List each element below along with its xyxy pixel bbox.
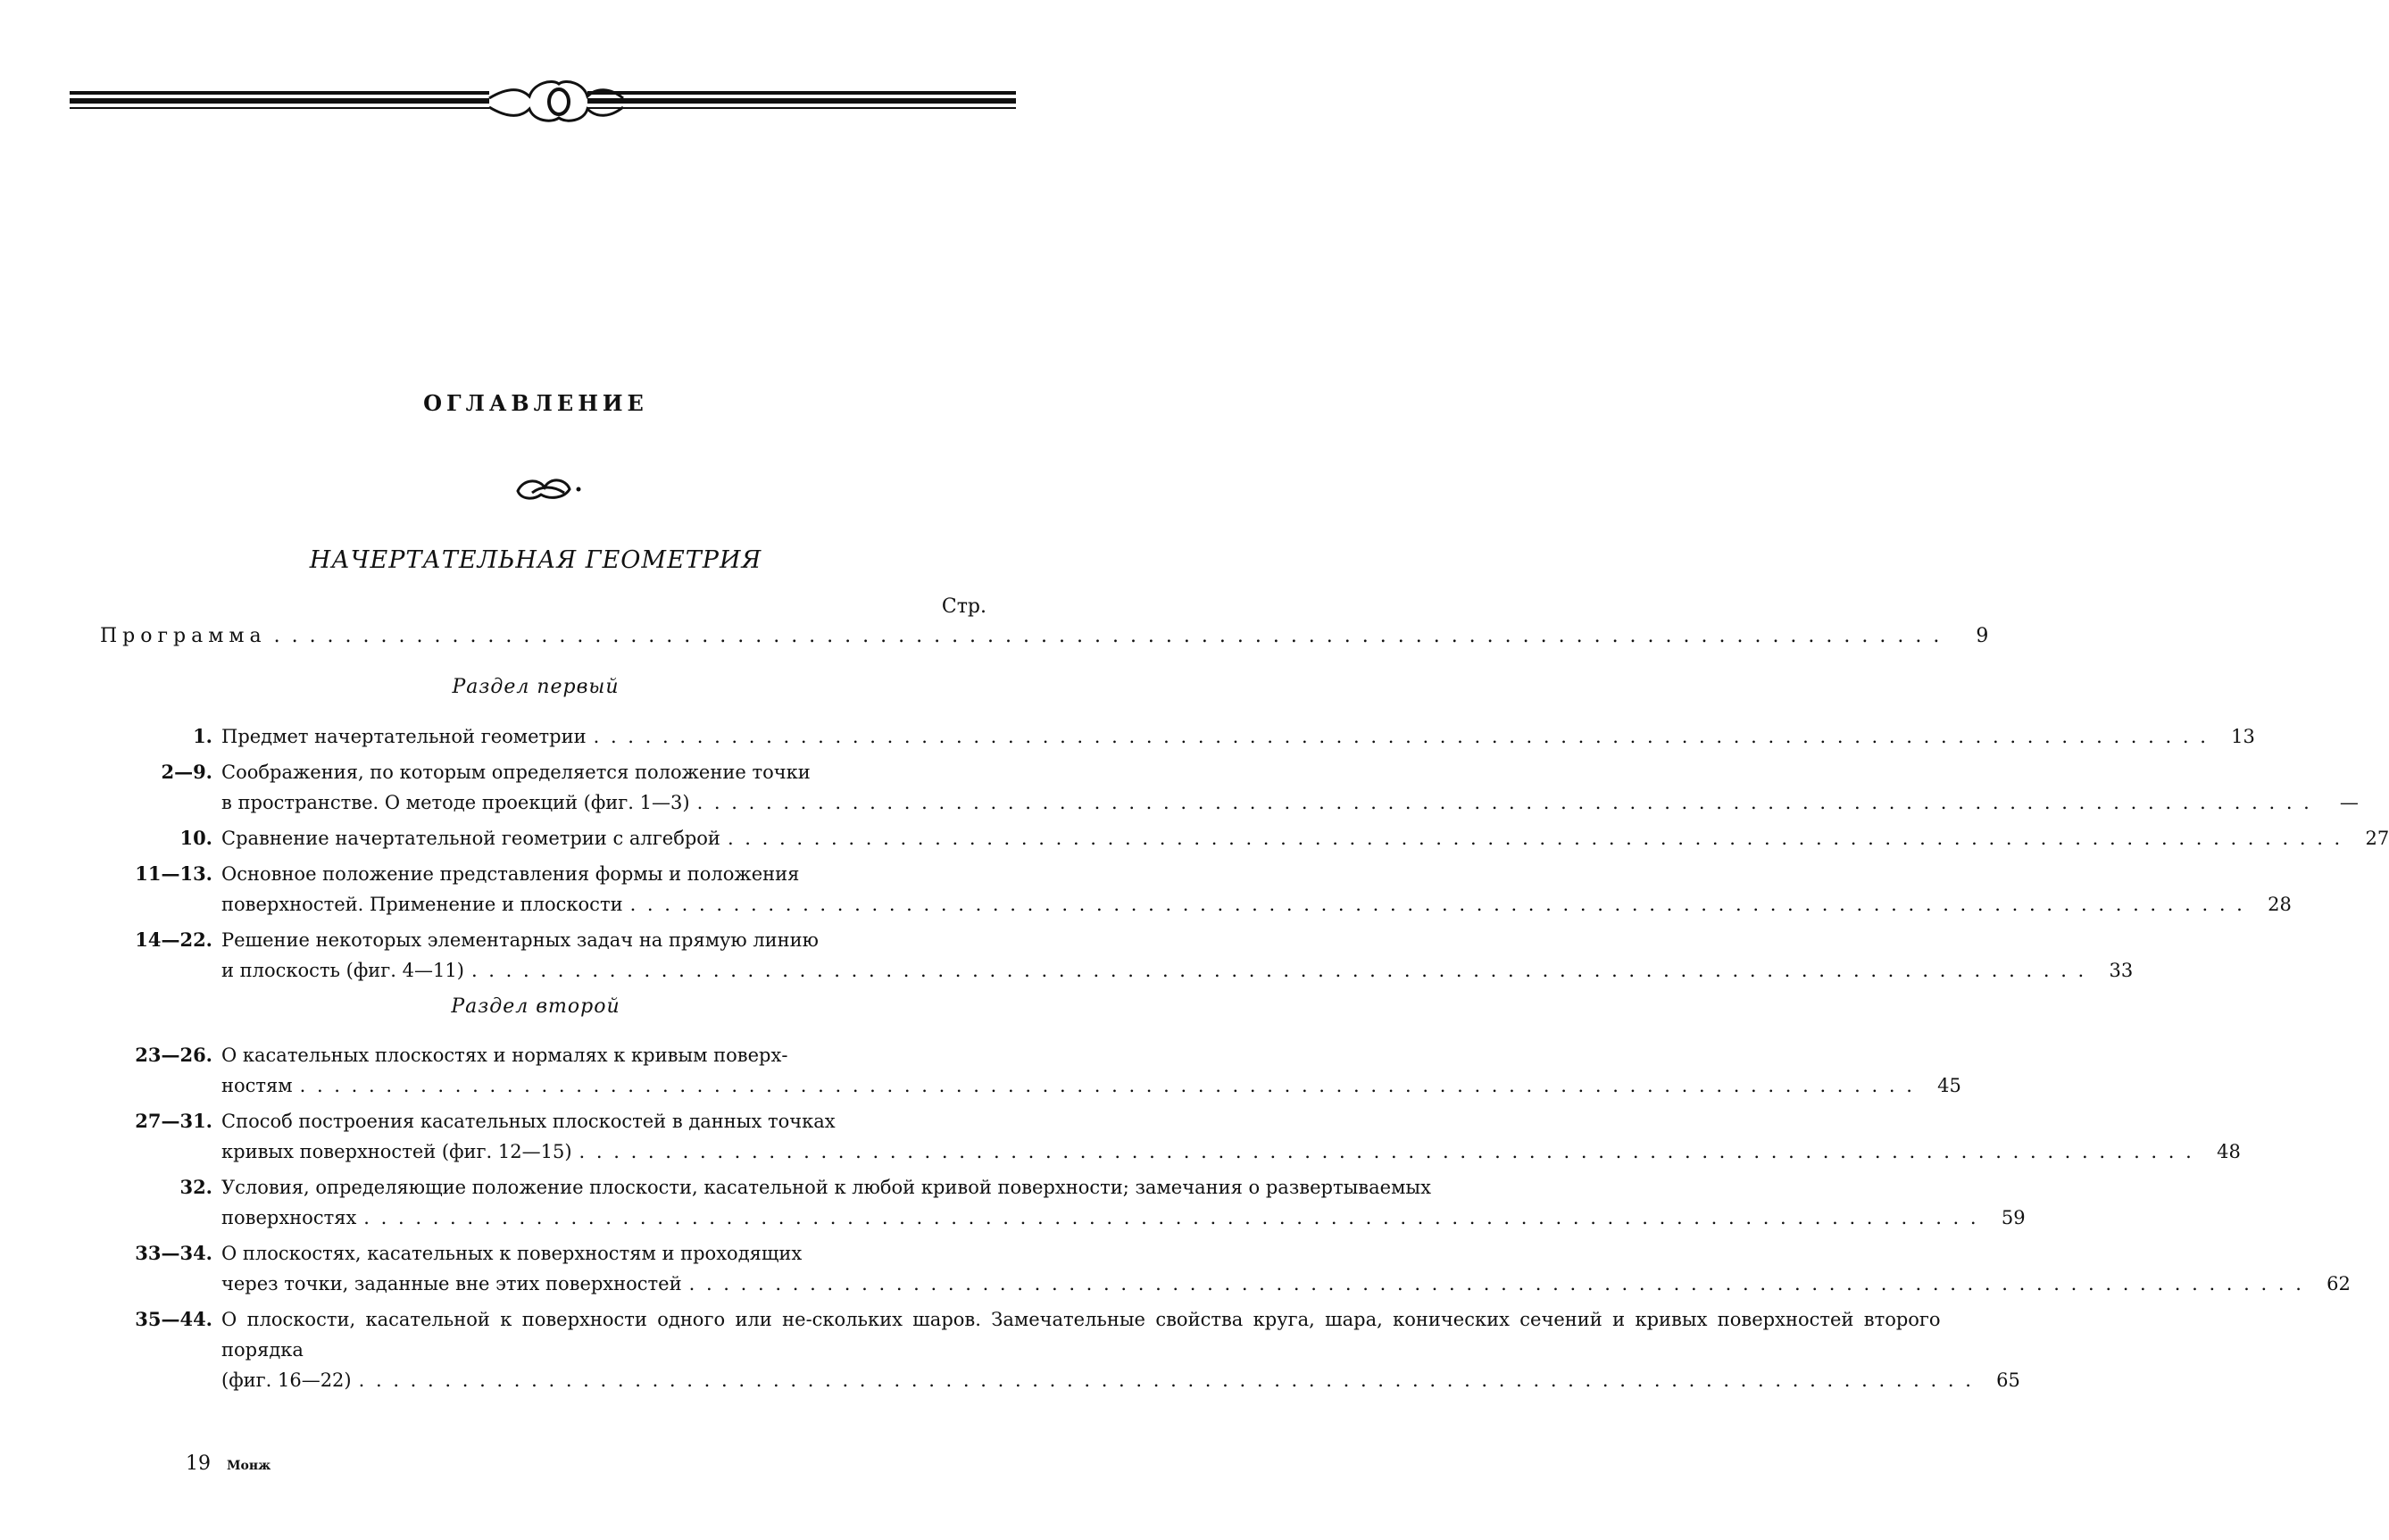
entry-page: 65 bbox=[1981, 1365, 2020, 1395]
dot-leader bbox=[359, 1365, 1974, 1395]
toc-entry-program bbox=[100, 625, 986, 647]
toc-entry bbox=[107, 925, 986, 986]
entry-text: ностям bbox=[221, 1070, 293, 1101]
entry-page: 48 bbox=[2202, 1136, 2241, 1167]
entry-number: 27—31. bbox=[107, 1106, 221, 1167]
entry-text: поверхностях bbox=[221, 1203, 356, 1233]
section-1-entries bbox=[107, 721, 986, 991]
entry-text: О плоскости, касательной к поверхности одного или не-скольких шаров. Замечательные свойства круга, шара, конических сечений и кривых поверхностей второго порядка bbox=[221, 1304, 1941, 1365]
entry-text: кривых поверхностей (фиг. 12—15) bbox=[221, 1136, 572, 1167]
entry-number: 1. bbox=[107, 721, 221, 752]
entry-number: 10. bbox=[107, 823, 221, 853]
entry-number: 2—9. bbox=[107, 757, 221, 818]
dot-leader bbox=[594, 721, 2209, 752]
entry-text: О касательных плоскостях и нормалях к кривым поверх- bbox=[221, 1040, 1961, 1070]
entry-number: 32. bbox=[107, 1172, 221, 1233]
toc-entry bbox=[107, 1106, 986, 1167]
section-title-1: Раздел первый bbox=[0, 676, 1071, 698]
entry-text: Условия, определяющие положение плоскости, касательной к любой кривой поверхности; замечания о развертываемых bbox=[221, 1172, 2026, 1203]
entry-text: Основное положение представления формы и положения bbox=[221, 859, 2033, 889]
page-column-label: Стр. bbox=[942, 595, 986, 618]
entry-text: Способ построения касательных плоскостей в данных точках bbox=[221, 1106, 2027, 1136]
toc-entry bbox=[107, 721, 986, 752]
header-ornament bbox=[70, 79, 1016, 123]
entry-text: и плоскость (фиг. 4—11) bbox=[221, 955, 464, 986]
entry-text: Сравнение начертательной геометрии с алгеброй bbox=[221, 823, 720, 853]
entry-page: — bbox=[2319, 787, 2359, 818]
entry-number: 23—26. bbox=[107, 1040, 221, 1101]
entry-number: 14—22. bbox=[107, 925, 221, 986]
toc-entry bbox=[107, 1304, 986, 1395]
toc-entry bbox=[107, 1040, 986, 1101]
dot-leader bbox=[689, 1269, 2304, 1299]
dot-leader bbox=[728, 823, 2343, 853]
entry-page: 27 bbox=[2350, 823, 2389, 853]
flourish-ornament-icon bbox=[514, 473, 586, 505]
dot-leader bbox=[363, 1203, 1978, 1233]
section-2-entries bbox=[107, 1040, 986, 1401]
toc-title: ОГЛАВЛЕНИЕ bbox=[0, 390, 1071, 416]
entry-page: 9 bbox=[1949, 625, 1988, 647]
section-title-2: Раздел второй bbox=[0, 995, 1071, 1018]
entry-page: 13 bbox=[2216, 721, 2255, 752]
toc-entry bbox=[107, 859, 986, 920]
entry-text: О плоскостях, касательных к поверхностям и проходящих bbox=[221, 1238, 2027, 1269]
entry-text: Решение некоторых элементарных задач на прямую линию bbox=[221, 925, 1991, 955]
toc-entry bbox=[107, 1172, 986, 1233]
entry-text: Предмет начертательной геометрии bbox=[221, 721, 587, 752]
entry-number: 33—34. bbox=[107, 1238, 221, 1299]
book-subtitle: НАЧЕРТАТЕЛЬНАЯ ГЕОМЕТРИЯ bbox=[0, 546, 1071, 574]
dot-leader bbox=[630, 889, 2245, 920]
toc-entry bbox=[107, 823, 986, 853]
entry-page: 62 bbox=[2311, 1269, 2351, 1299]
entry-text: через точки, заданные вне этих поверхностей bbox=[221, 1269, 682, 1299]
entry-text: поверхностей. Применение и плоскости bbox=[221, 889, 623, 920]
entry-text: Соображения, по которым определяется положение точки bbox=[221, 757, 2031, 787]
toc-entry bbox=[107, 1238, 986, 1299]
entry-number: 35—44. bbox=[107, 1304, 221, 1395]
dot-leader bbox=[579, 1136, 2194, 1167]
entry-text: в пространстве. О методе проекций (фиг. 1—3) bbox=[221, 787, 690, 818]
dot-leader bbox=[697, 787, 2312, 818]
signature-mark bbox=[186, 1453, 271, 1475]
entry-text: (фиг. 16—22) bbox=[221, 1365, 352, 1395]
dot-leader bbox=[300, 1070, 1915, 1101]
entry-number: 11—13. bbox=[107, 859, 221, 920]
entry-page: 59 bbox=[1986, 1203, 2026, 1233]
entry-page: 33 bbox=[2093, 955, 2133, 986]
signature-author: Монж bbox=[227, 1459, 271, 1473]
dot-leader bbox=[274, 625, 1943, 647]
dot-leader bbox=[471, 955, 2086, 986]
entry-page: 28 bbox=[2252, 889, 2292, 920]
toc-entry bbox=[107, 757, 986, 818]
signature-number: 19 bbox=[186, 1453, 211, 1475]
entry-text: Программа bbox=[100, 625, 267, 647]
entry-page: 45 bbox=[1922, 1070, 1961, 1101]
